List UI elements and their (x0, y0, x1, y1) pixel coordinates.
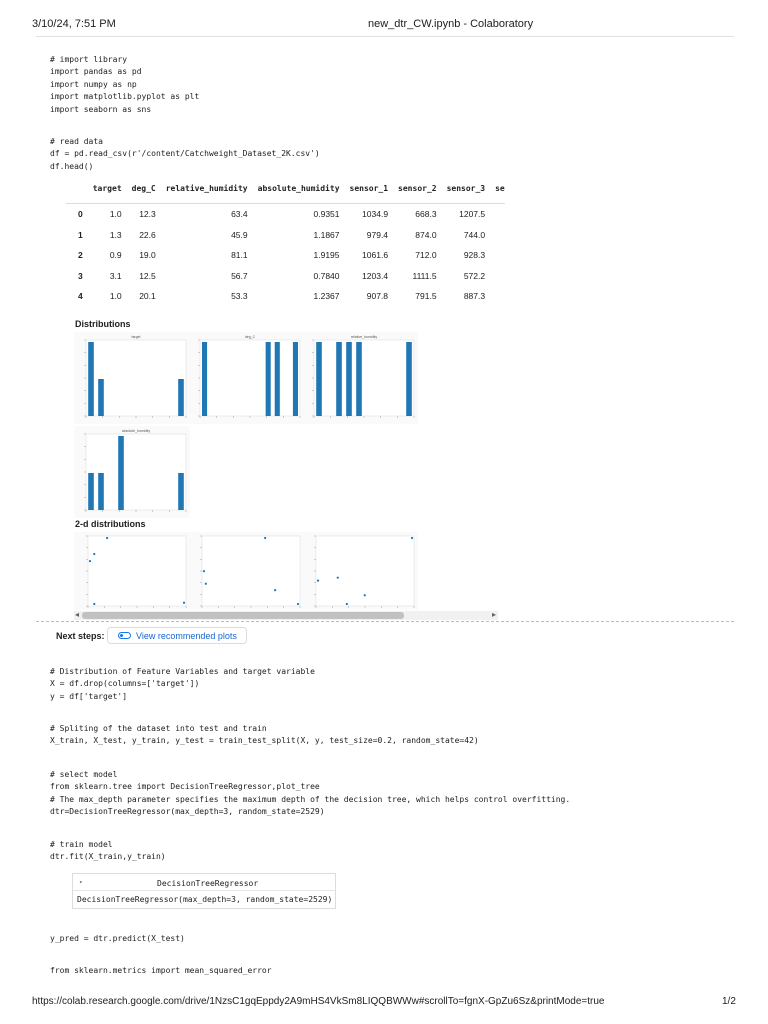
histogram-bar (266, 342, 271, 416)
row-index: 4 (78, 291, 83, 302)
chart-title: deg_C (244, 335, 256, 339)
scatter-point (93, 603, 95, 605)
cell-divider (36, 621, 734, 622)
histogram-bar (406, 342, 412, 416)
scatter-point (106, 537, 108, 539)
code-cell-imports[interactable]: # import library import pandas as pd import numpy as np import matplotlib.pyplot as plt import seaborn as sns (50, 55, 200, 114)
scatter-point (364, 594, 366, 596)
print-page-number: 1/2 (722, 996, 736, 1007)
table-cell: 979.4 (366, 229, 389, 240)
histogram-bar (356, 342, 362, 416)
two-d-distributions-heading: 2-d distributions (75, 519, 146, 529)
column-header: relative_humidity (162, 184, 254, 204)
table-cell: 928.3 (463, 250, 486, 261)
table-cell: 1.3 (109, 229, 122, 240)
code-cell-select-model[interactable]: # select model from sklearn.tree import DecisionTreeRegressor,plot_tree # The max_depth parameter specifies the maximum depth of the decision tree, which helps control overfitting. dtr=DecisionTreeRegressor(max_depth=3, random_state=2529) (50, 770, 571, 817)
print-datetime: 3/10/24, 7:51 PM (32, 18, 116, 30)
histogram-bar (316, 342, 322, 416)
scatter-point (93, 553, 95, 555)
table-header-row (66, 184, 505, 204)
table-cell: 19.0 (139, 250, 156, 261)
table-cell: 572.2 (463, 270, 486, 281)
code-cell-predict[interactable]: y_pred = dtr.predict(X_test) (50, 934, 185, 943)
table-cell: 12.3 (139, 209, 156, 220)
code-cell-train-model[interactable]: # train model dtr.fit(X_train,y_train) (50, 840, 166, 862)
histogram-bar (178, 379, 184, 416)
histogram-bar (88, 473, 94, 510)
histogram-absolute-humidity (74, 426, 190, 518)
table-cell: 3.1 (109, 270, 122, 281)
scatter-point (411, 537, 413, 539)
histogram-bar (293, 342, 298, 416)
scatter-point (203, 570, 205, 572)
column-header: target (89, 184, 128, 204)
table-cell: 887.3 (463, 291, 486, 302)
scroll-right-icon[interactable]: ▸ (491, 610, 496, 619)
table-cell: 1.0 (109, 209, 122, 220)
histogram-bar (275, 342, 280, 416)
table-cell: 1.9195 (313, 250, 340, 261)
view-recommended-plots-label: View recommended plots (136, 630, 237, 641)
table-cell: 874.0 (415, 229, 437, 240)
header-divider (36, 36, 734, 37)
table-cell: 56.7 (231, 270, 248, 281)
table-row (66, 266, 505, 287)
table-cell: 53.3 (231, 291, 248, 302)
horizontal-scrollbar[interactable] (74, 611, 498, 620)
code-cell-read-data[interactable]: # read data df = pd.read_csv(r'/content/Catchweight_Dataset_2K.csv') df.head() (50, 137, 320, 171)
scroll-left-icon[interactable]: ◂ (75, 610, 80, 619)
code-cell-split[interactable]: # Spliting of the dataset into test and train X_train, X_test, y_train, y_test = train_test_split(X, y, test_size=0.2, random_state=42) (50, 724, 479, 746)
table-row (66, 245, 505, 266)
toggle-icon (118, 632, 131, 639)
scatter-point (205, 583, 207, 585)
column-header (66, 184, 89, 204)
chart-title: target (131, 335, 141, 339)
table-cell: 22.6 (139, 229, 156, 240)
table-cell: 1207.5 (459, 209, 486, 220)
histogram-bar (202, 342, 207, 416)
histogram-bar (346, 342, 352, 416)
table-cell: 1.1867 (313, 229, 340, 240)
histogram-bar (98, 379, 104, 416)
table-cell: 81.1 (231, 250, 248, 261)
scatter-plot-2 (188, 532, 304, 610)
model-output-box[interactable] (72, 873, 336, 909)
scrollbar-thumb[interactable] (82, 612, 404, 619)
table-cell: 907.8 (366, 291, 389, 302)
table-cell: 0.7840 (313, 270, 340, 281)
view-recommended-plots-button[interactable] (107, 627, 247, 644)
row-index: 0 (78, 209, 83, 220)
row-index: 1 (78, 229, 83, 240)
next-steps-label: Next steps: (56, 631, 105, 641)
scatter-point (89, 560, 91, 562)
row-index: 3 (78, 270, 83, 281)
scatter-point (264, 537, 266, 539)
table-cell: 45.9 (231, 229, 248, 240)
table-cell: 0.9351 (313, 209, 340, 220)
scatter-point (346, 603, 348, 605)
table-cell: 1203.4 (362, 270, 389, 281)
histogram-deg-c (188, 332, 304, 424)
histogram-bar (98, 473, 104, 510)
histogram-relative-humidity (302, 332, 418, 424)
column-header: sensor_3 (443, 184, 492, 204)
scatter-point (274, 589, 276, 591)
code-cell-metrics[interactable]: from sklearn.metrics import mean_squared_error (50, 966, 272, 975)
histogram-target (74, 332, 190, 424)
dataframe-head-table (66, 184, 505, 307)
table-cell: 63.4 (231, 209, 248, 220)
table-cell: 1061.6 (362, 250, 389, 261)
distributions-heading: Distributions (75, 319, 131, 329)
scatter-plot-3 (302, 532, 418, 610)
chart-title: relative_humidity (350, 335, 378, 339)
model-output-title: DecisionTreeRegressor (157, 879, 259, 888)
histogram-bar (336, 342, 342, 416)
collapse-arrow-icon[interactable]: ▾ (79, 879, 83, 886)
table-cell: 791.5 (415, 291, 437, 302)
histogram-bar (88, 342, 94, 416)
table-cell: 0.9 (109, 250, 122, 261)
model-output-repr: DecisionTreeRegressor(max_depth=3, random_state=2529) (77, 895, 333, 904)
table-cell: 20.1 (139, 291, 156, 302)
print-url: https://colab.research.google.com/drive/1NzsC1gqEppdy2A9mHS4VkSm8LIQQBWWw#scrollTo=fgnX-GpZu6Sz&printMode=true (32, 996, 605, 1007)
table-cell: 668.3 (415, 209, 437, 220)
table-cell: 744.0 (463, 229, 486, 240)
table-cell: 1034.9 (362, 209, 389, 220)
column-header: se (491, 184, 505, 204)
code-cell-features[interactable]: # Distribution of Feature Variables and target variable X = df.drop(columns=['target']) y = df['target'] (50, 667, 315, 701)
table-row (66, 204, 505, 225)
table-cell: 712.0 (415, 250, 437, 261)
chart-title: absolute_humidity (121, 429, 151, 433)
table-row (66, 225, 505, 246)
table-cell: 1.0 (109, 291, 122, 302)
scatter-point (317, 579, 319, 581)
table-cell: 1.2367 (313, 291, 340, 302)
print-title: new_dtr_CW.ipynb - Colaboratory (368, 18, 534, 30)
column-header: sensor_1 (346, 184, 395, 204)
column-header: sensor_2 (394, 184, 443, 204)
column-header: deg_C (128, 184, 162, 204)
scatter-point (183, 602, 185, 604)
row-index: 2 (78, 250, 83, 261)
scatter-point (337, 577, 339, 579)
table-cell: 1111.5 (412, 270, 437, 281)
scatter-plot-1 (74, 532, 190, 610)
column-header: absolute_humidity (254, 184, 346, 204)
histogram-bar (118, 436, 124, 510)
model-output-divider (73, 890, 335, 891)
table-cell: 12.5 (139, 270, 156, 281)
scatter-point (297, 603, 299, 605)
table-row (66, 286, 505, 307)
histogram-bar (178, 473, 184, 510)
